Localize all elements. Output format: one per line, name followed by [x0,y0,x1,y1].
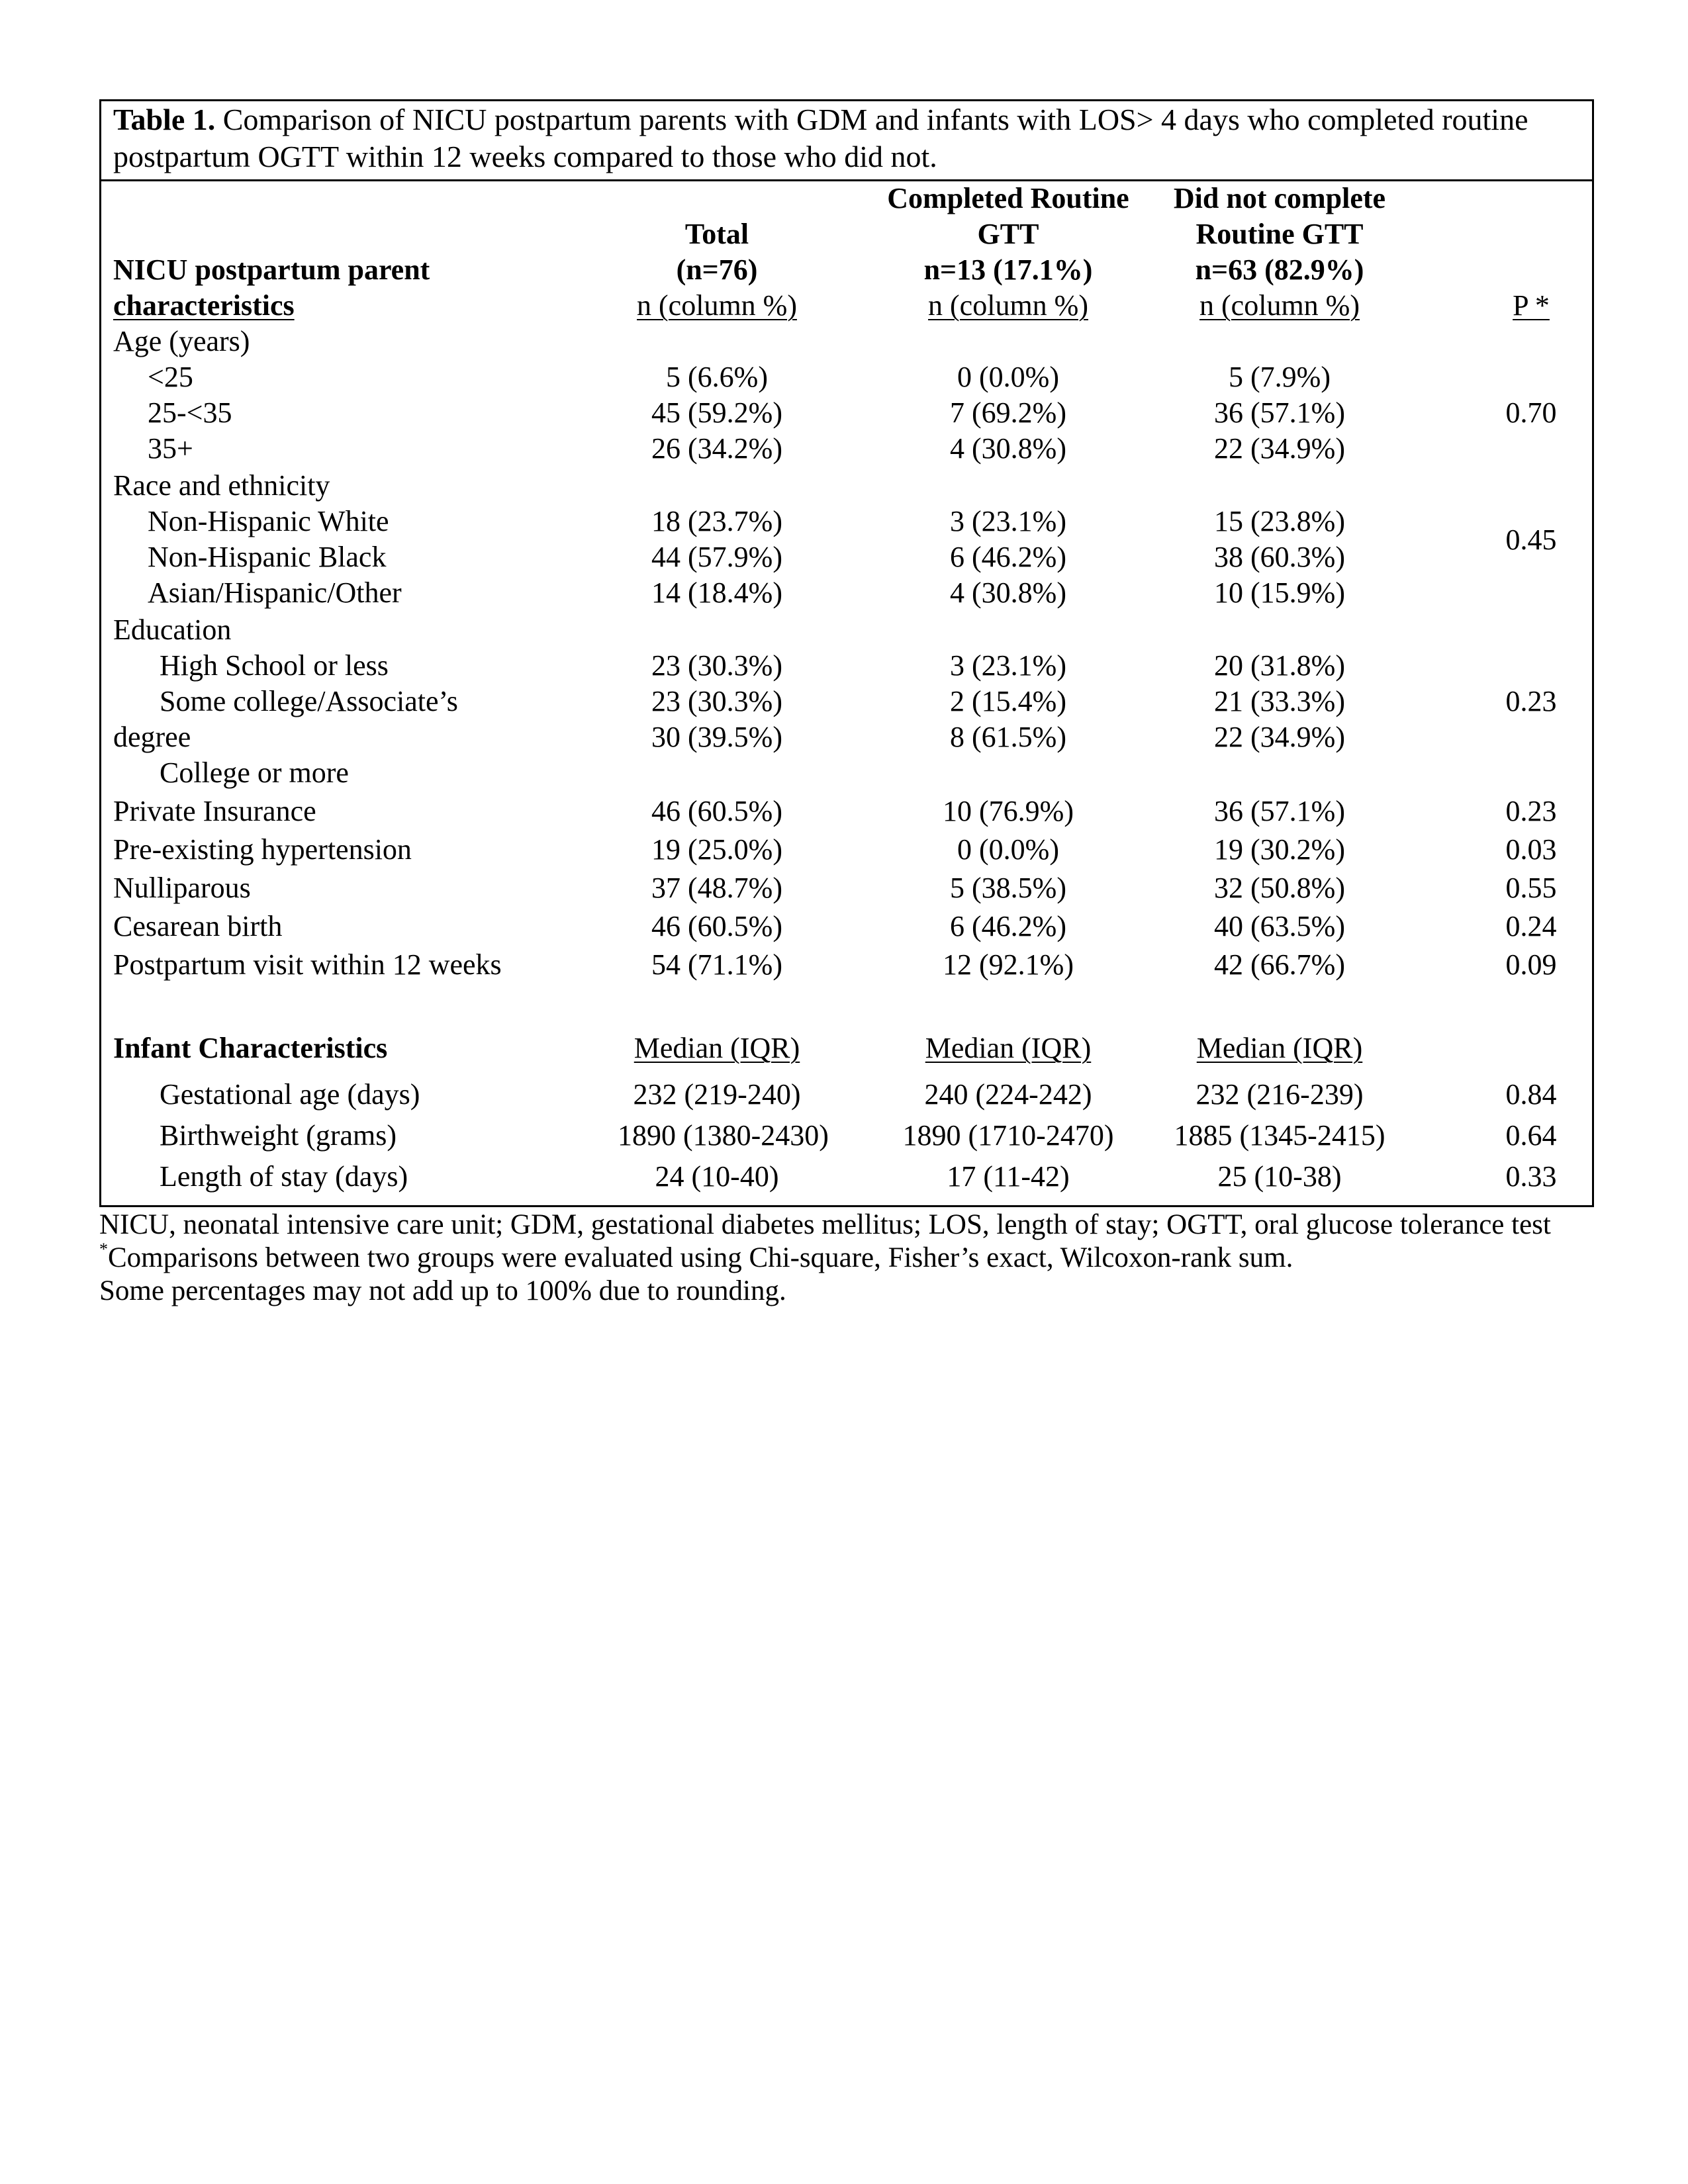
cell-not-completed: 19 (30.2%) [1214,833,1345,866]
cell-not-completed: 5 (7.9%) [1229,361,1331,393]
cell-not-completed: 1885 (1345-2415) [1174,1119,1385,1152]
cell-total: 232 (219-240) [633,1078,801,1111]
cell-total: 1890 (1380-2430) [618,1119,829,1152]
row-label: 35+ [148,432,193,465]
caption-text: Comparison of NICU postpartum parents with GDM and infants with LOS> 4 days who completed routine postpartum OGTT within 12 weeks compared to those who did not. [113,103,1528,173]
cell-completed: 0 (0.0%) [957,361,1059,393]
header-total-sub: n (column %) [637,289,797,322]
cell-p-value: 0.33 [1505,1160,1557,1193]
cell-total: 5 (6.6%) [666,361,768,393]
footnote-comparisons [99,1242,1594,1275]
cell-not-completed: 25 (10-38) [1217,1160,1342,1193]
cell-total: 26 (34.2%) [651,432,782,465]
cell-completed: 0 (0.0%) [957,833,1059,866]
header-characteristics-line1: NICU postpartum parent [113,253,430,286]
header-notcomplete-line1: Did not complete [1173,182,1386,214]
header-total-line1: Total [684,218,749,250]
group-age: Age (years) [113,325,250,357]
cell-total: 23 (30.3%) [651,685,782,717]
cell-completed: 4 (30.8%) [950,576,1066,609]
row-label: <25 [148,361,193,393]
header-notcomplete-sub: n (column %) [1199,289,1360,322]
cell-completed: 3 (23.1%) [950,505,1066,537]
header-notcomplete-line2: Routine GTT [1196,218,1364,250]
header-completed-sub: n (column %) [928,289,1088,322]
cell-completed: 8 (61.5%) [950,721,1066,753]
row-label: Non-Hispanic White [148,505,389,537]
row-label: Postpartum visit within 12 weeks [113,948,502,981]
cell-total: 46 (60.5%) [651,795,782,827]
cell-completed: 6 (46.2%) [950,541,1066,573]
row-label: Nulliparous [113,872,251,904]
row-label: Non-Hispanic Black [148,541,387,573]
cell-not-completed: 22 (34.9%) [1214,721,1345,753]
cell-not-completed: 36 (57.1%) [1214,396,1345,429]
row-label: Cesarean birth [113,910,283,942]
footnote-abbreviations: NICU, neonatal intensive care unit; GDM, gestational diabetes mellitus; LOS, length of stay; OGTT, oral glucose tolerance test [99,1209,1551,1240]
cell-completed: 1890 (1710-2470) [902,1119,1114,1152]
header-completed-line2: GTT [977,218,1039,250]
infant-section-title: Infant Characteristics [113,1032,388,1064]
cell-p-value: 0.55 [1505,872,1557,904]
cell-total: 46 (60.5%) [651,910,782,942]
row-label: High School or less [160,649,389,682]
header-notcomplete-line3: n=63 (82.9%) [1195,253,1364,286]
caption-lead: Table 1. [113,103,216,136]
cell-not-completed: 36 (57.1%) [1214,795,1345,827]
cell-not-completed: 20 (31.8%) [1214,649,1345,682]
cell-p-value: 0.03 [1505,833,1557,866]
group-education: Education [113,614,232,646]
footnote-comparisons-text: Comparisons between two groups were evaluated using Chi-square, Fisher’s exact, Wilcoxon-rank sum. [108,1242,1293,1273]
cell-not-completed: 40 (63.5%) [1214,910,1345,942]
cell-p-value: 0.64 [1505,1119,1557,1152]
cell-not-completed: 232 (216-239) [1196,1078,1364,1111]
cell-total: 14 (18.4%) [651,576,782,609]
infant-row-label: Birthweight (grams) [160,1119,397,1152]
table-frame [99,99,1594,1207]
cell-total: 44 (57.9%) [651,541,782,573]
row-label: 25-<35 [148,396,232,429]
infant-row-label: Length of stay (days) [160,1160,408,1193]
cell-p-value: 0.09 [1505,948,1557,981]
cell-total: 19 (25.0%) [651,833,782,866]
cell-completed: 12 (92.1%) [943,948,1074,981]
cell-total: 54 (71.1%) [651,948,782,981]
cell-total: 18 (23.7%) [651,505,782,537]
infant-header-not-completed: Median (IQR) [1196,1032,1363,1064]
cell-not-completed: 21 (33.3%) [1214,685,1345,717]
footnote-star: * [99,1240,108,1259]
row-label: Some college/Associate’s [160,685,458,717]
cell-not-completed: 15 (23.8%) [1214,505,1345,537]
infant-header-total: Median (IQR) [633,1032,800,1064]
header-characteristics-line2: characteristics [113,289,295,322]
cell-completed: 2 (15.4%) [950,685,1066,717]
cell-p-value: 0.70 [1505,396,1557,429]
cell-total: 23 (30.3%) [651,649,782,682]
header-completed-line1: Completed Routine [887,182,1129,214]
group-race: Race and ethnicity [113,469,330,502]
row-label: Private Insurance [113,795,316,827]
header-total-line2: (n=76) [676,253,758,286]
cell-p-value: 0.24 [1505,910,1557,942]
infant-row-label: Gestational age (days) [160,1078,420,1111]
cell-completed: 17 (11-42) [947,1160,1070,1193]
cell-p-value: 0.84 [1505,1078,1557,1111]
header-p-value: P * [1513,289,1550,322]
cell-p-value: 0.23 [1505,685,1557,717]
cell-completed: 240 (224-242) [924,1078,1092,1111]
cell-total: 30 (39.5%) [651,721,782,753]
cell-not-completed: 32 (50.8%) [1214,872,1345,904]
cell-total: 24 (10-40) [655,1160,779,1193]
cell-completed: 5 (38.5%) [950,872,1066,904]
table-footnotes [99,1208,1594,1308]
row-label: Pre-existing hypertension [113,833,412,866]
cell-completed: 6 (46.2%) [950,910,1066,942]
cell-completed: 4 (30.8%) [950,432,1066,465]
cell-p-value: 0.23 [1505,795,1557,827]
cell-total: 37 (48.7%) [651,872,782,904]
cell-total: 45 (59.2%) [651,396,782,429]
table-caption [113,101,1583,175]
cell-not-completed: 38 (60.3%) [1214,541,1345,573]
cell-not-completed: 22 (34.9%) [1214,432,1345,465]
footnote-rounding: Some percentages may not add up to 100% due to rounding. [99,1275,786,1306]
cell-completed: 7 (69.2%) [950,396,1066,429]
header-completed-line3: n=13 (17.1%) [923,253,1093,286]
cell-completed: 10 (76.9%) [943,795,1074,827]
cell-p-value-race: 0.45 [1505,523,1557,556]
infant-header-completed: Median (IQR) [925,1032,1092,1064]
row-label: degree [113,721,191,753]
cell-not-completed: 42 (66.7%) [1214,948,1345,981]
row-label: College or more [160,756,349,789]
cell-completed: 3 (23.1%) [950,649,1066,682]
cell-not-completed: 10 (15.9%) [1214,576,1345,609]
row-label: Asian/Hispanic/Other [148,576,402,609]
